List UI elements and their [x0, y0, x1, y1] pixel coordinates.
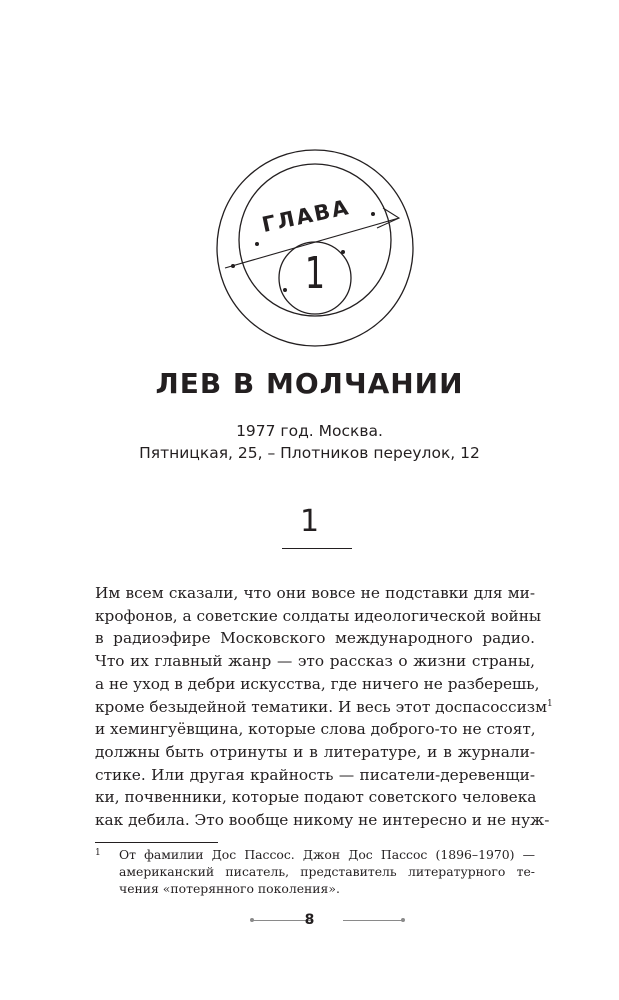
epigraph-line: Пятницкая, 25, – Плотников переулок, 12: [139, 444, 480, 462]
footnote-reference[interactable]: 1: [547, 698, 553, 709]
section-divider: [282, 548, 352, 549]
body-line: Им всем сказали, что они вовсе не подставки для ми-: [95, 584, 535, 602]
body-line: в радиоэфире Московского международного радио.: [95, 629, 535, 648]
emblem-dot: [341, 250, 345, 254]
chapter-title: ЛЕВ В МОЛЧАНИИ: [155, 367, 464, 400]
epigraph-line: 1977 год. Москва.: [236, 422, 383, 440]
body-line: и хемингуёвщина, которые слова доброго-то не стоят,: [95, 720, 536, 739]
body-line: должны быть отринуты и в литературе, и в журнали-: [95, 742, 535, 761]
emblem-dot: [371, 212, 375, 216]
body-line: крофонов, а советские солдаты идеологической войны: [95, 606, 542, 625]
footnote-marker: 1: [95, 848, 101, 858]
footnote-line: американский писатель, представитель литературного те-: [119, 864, 535, 879]
chapter-number: 1: [304, 248, 326, 299]
body-line: ки, почвенники, которые подают советского человека: [95, 788, 537, 807]
page-number: 8: [304, 912, 315, 928]
chapter-word: ГЛАВА: [259, 194, 353, 238]
body-line-with-footnote: [95, 696, 553, 719]
footnote-text: [119, 846, 535, 897]
body-paragraph: [95, 582, 553, 832]
section-number: 1: [299, 504, 320, 539]
emblem-dot: [231, 264, 235, 268]
body-line: как дебила. Это вообще никому не интересно и не нуж-: [95, 811, 550, 830]
footnote-line: От фамилии Дос Пассос. Джон Дос Пассос (1896–1970) —: [119, 847, 535, 862]
chapter-epigraph: [0, 420, 619, 464]
body-line: Что их главный жанр — это рассказ о жизни страны,: [95, 652, 535, 671]
body-line: стике. Или другая крайность — писатели-деревенщи-: [95, 765, 535, 784]
emblem-dot: [283, 288, 287, 292]
footnote-line: чения «потерянного поколения».: [119, 881, 340, 896]
footnote-separator: [95, 842, 218, 843]
body-line: а не уход в дебри искусства, где ничего не разберешь,: [95, 674, 540, 693]
emblem-dot: [255, 242, 259, 246]
body-line-text: кроме безыдейной тематики. И весь этот доспасоссизм: [95, 697, 548, 716]
footnote: [95, 846, 535, 897]
